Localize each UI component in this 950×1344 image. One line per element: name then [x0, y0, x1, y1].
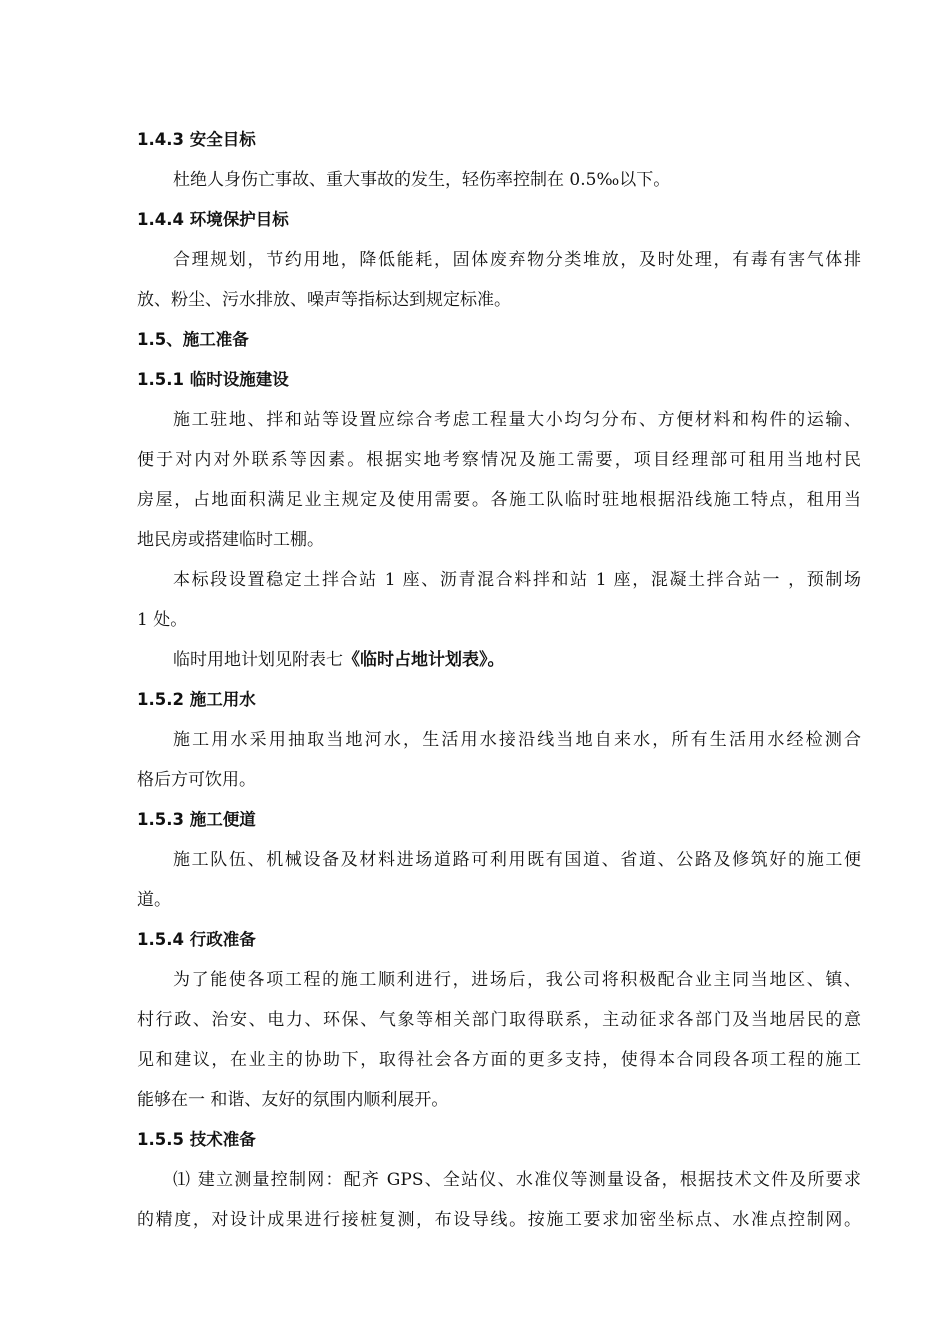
paragraph-road-line: 道。 [137, 890, 171, 910]
heading-1-5-5: 1.5.5 技术准备 [137, 1130, 256, 1149]
paragraph-admin-line: 为了能使各项工程的施工顺利进行，进场后，我公司将积极配合业主同当地区、镇、 [173, 970, 861, 990]
paragraph-facilities-line: 便于对内对外联系等因素。根据实地考察情况及施工需要，项目经理部可租用当地村民 [137, 450, 861, 470]
land-plan-text: 临时用地计划见附表七 [173, 650, 343, 670]
paragraph-stations-line: 1 处。 [137, 610, 188, 630]
paragraph-road-line: 施工队伍、机械设备及材料进场道路可利用既有国道、省道、公路及修筑好的施工便 [173, 850, 861, 870]
paragraph-admin-line: 村行政、治安、电力、环保、气象等相关部门取得联系，主动征求各部门及当地居民的意 [137, 1010, 861, 1030]
paragraph-stations-line: 本标段设置稳定土拌合站 1 座、沥青混合料拌和站 1 座，混凝土拌合站一 ，预制场 [173, 570, 861, 590]
paragraph-admin-line: 见和建议，在业主的协助下，取得社会各方面的更多支持，使得本合同段各项工程的施工 [137, 1050, 861, 1070]
heading-1-5-2: 1.5.2 施工用水 [137, 690, 256, 709]
heading-1-4-3: 1.4.3 安全目标 [137, 130, 256, 149]
heading-1-5: 1.5、施工准备 [137, 330, 249, 349]
paragraph-facilities-line: 房屋，占地面积满足业主规定及使用需要。各施工队临时驻地根据沿线施工特点，租用当 [137, 490, 861, 510]
heading-1-5-4: 1.5.4 行政准备 [137, 930, 256, 949]
paragraph-env-line: 放、粉尘、污水排放、噪声等指标达到规定标准。 [137, 290, 511, 310]
paragraph-land-plan [173, 648, 861, 672]
paragraph-tech-line: 的精度，对设计成果进行接桩复测，布设导线。按施工要求加密坐标点、水准点控制网。 [137, 1210, 861, 1230]
paragraph-safety: 杜绝人身伤亡事故、重大事故的发生，轻伤率控制在 0.5‰以下。 [173, 170, 671, 190]
paragraph-facilities-line: 地民房或搭建临时工棚。 [137, 530, 324, 550]
paragraph-tech-line: ⑴ 建立测量控制网：配齐 GPS、全站仪、水准仪等测量设备，根据技术文件及所要求 [173, 1170, 861, 1190]
heading-1-4-4: 1.4.4 环境保护目标 [137, 210, 289, 229]
paragraph-facilities-line: 施工驻地、拌和站等设置应综合考虑工程量大小均匀分布、方便材料和构件的运输、 [173, 410, 861, 430]
heading-1-5-1: 1.5.1 临时设施建设 [137, 370, 289, 389]
land-plan-table-ref: 《临时占地计划表》。 [343, 650, 505, 670]
heading-1-5-3: 1.5.3 施工便道 [137, 810, 256, 829]
paragraph-env-line: 合理规划，节约用地，降低能耗，固体废弃物分类堆放，及时处理，有毒有害气体排 [173, 250, 861, 270]
paragraph-water-line: 施工用水采用抽取当地河水，生活用水接沿线当地自来水，所有生活用水经检测合 [173, 730, 861, 750]
paragraph-admin-line: 能够在一 和谐、友好的氛围内顺利展开。 [137, 1090, 449, 1110]
paragraph-water-line: 格后方可饮用。 [137, 770, 256, 790]
